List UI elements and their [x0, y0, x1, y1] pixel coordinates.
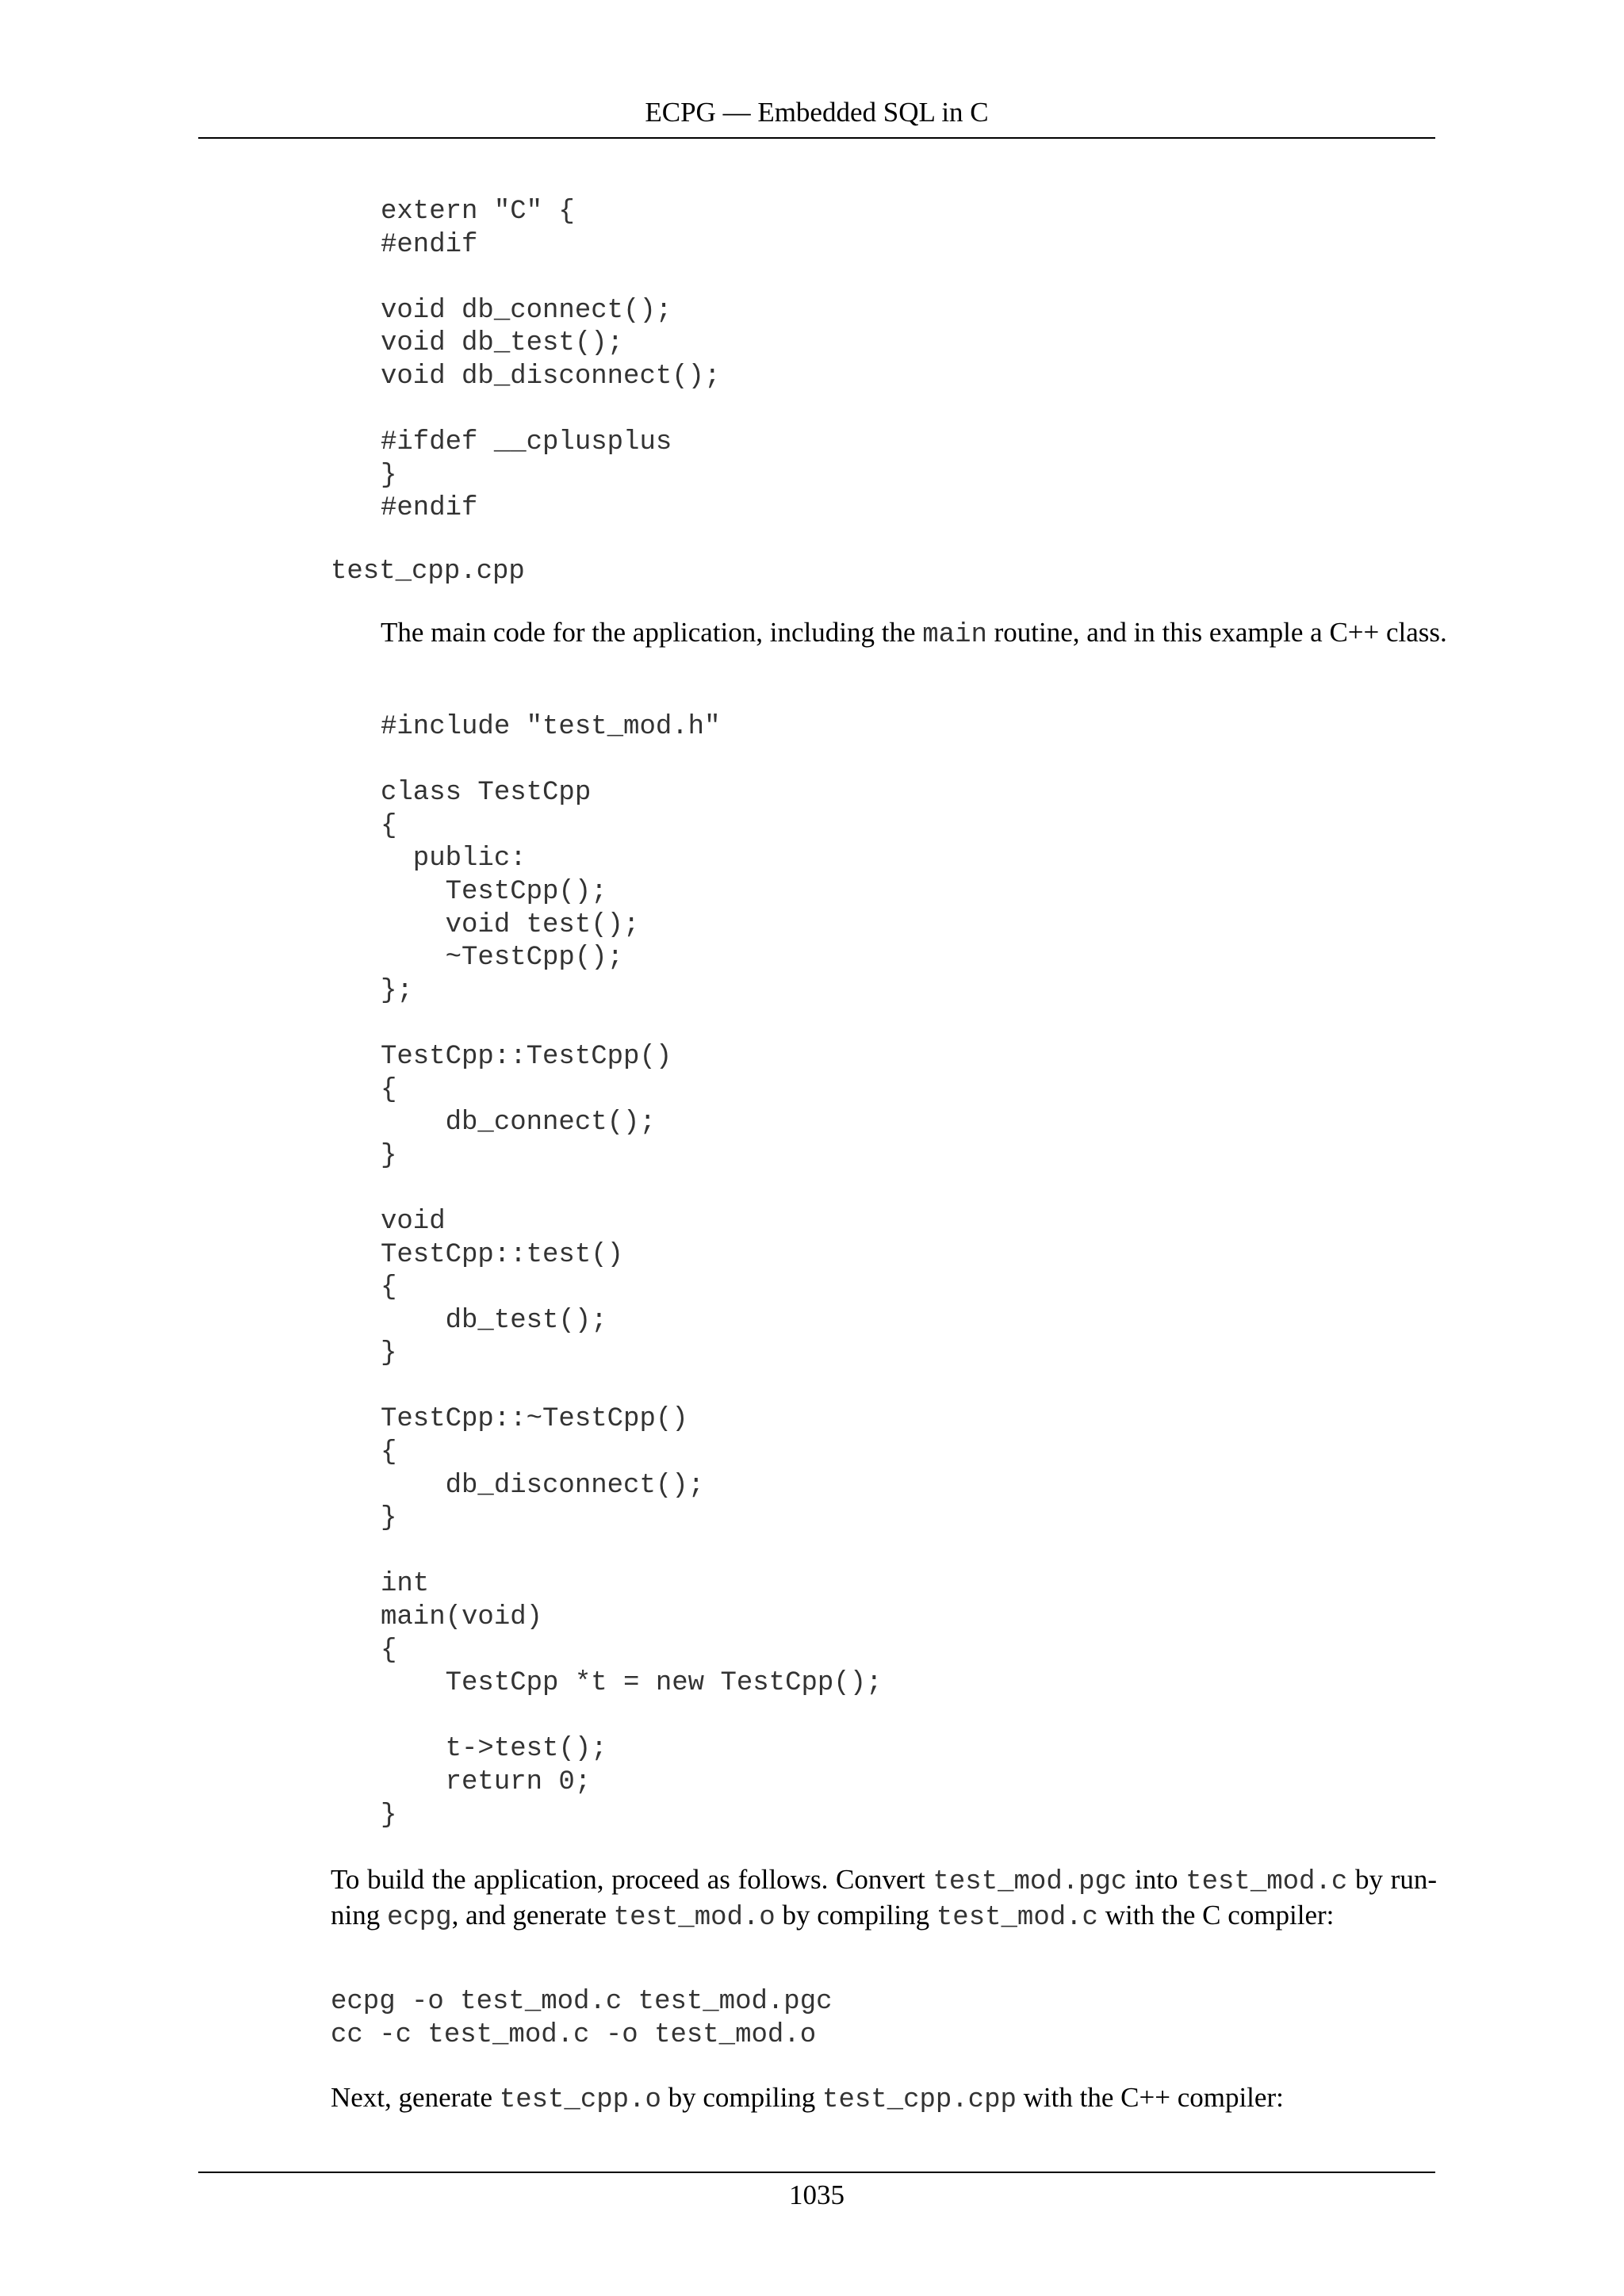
code-block-build-commands: ecpg -o test_mod.c test_mod.pgc cc -c test_mod.c -o test_mod.o — [331, 1987, 833, 2050]
footer-rule — [198, 2172, 1435, 2173]
inline-code-test-mod-c: test_mod.c — [1185, 1867, 1348, 1897]
code-block-test-cpp: #include "test_mod.h" class TestCpp { public: TestCpp(); void test(); ~TestCpp(); }; TestCpp::TestCpp() { db_connect(); } void TestCpp::test() { db_test(); } TestCpp::~TestCpp() { db_disconnect(); } int main(void) { TestCpp *t = new TestCpp(); t->test(); return 0; } — [381, 712, 883, 1831]
inline-code-test-cpp-o: test_cpp.o — [499, 2085, 661, 2115]
inline-code-test-mod-pgc: test_mod.pgc — [933, 1867, 1128, 1897]
inline-code-ecpg: ecpg — [386, 1903, 452, 1933]
header-rule — [198, 137, 1435, 139]
next-step-paragraph: Next, generate test_cpp.o by compiling test_cpp.cpp with the C++ compiler: — [331, 2082, 1284, 2115]
page-number: 1035 — [789, 2179, 845, 2210]
page-header-title: ECPG — Embedded SQL in C — [645, 97, 989, 128]
inline-code-test-mod-o: test_mod.o — [613, 1903, 776, 1933]
file-term-test-cpp: test_cpp.cpp — [331, 557, 525, 587]
inline-code-main: main — [922, 620, 987, 650]
inline-code-test-mod-c-2: test_mod.c — [936, 1903, 1098, 1933]
inline-code-test-cpp-cpp: test_cpp.cpp — [822, 2085, 1017, 2115]
build-instructions-paragraph: To build the application, proceed as follows. Convert test_mod.pgc into test_mod.c by run-ning ecpg, and generate test_mod.o by compiling test_mod.c with the C compiler: — [331, 1864, 1437, 1933]
code-block-header-file: extern "C" { #endif void db_connect(); void db_test(); void db_disconnect(); #ifdef __cplusplus } #endif — [381, 197, 721, 524]
file-description-paragraph: The main code for the application, including the main routine, and in this example a C++ class. — [381, 617, 1447, 650]
